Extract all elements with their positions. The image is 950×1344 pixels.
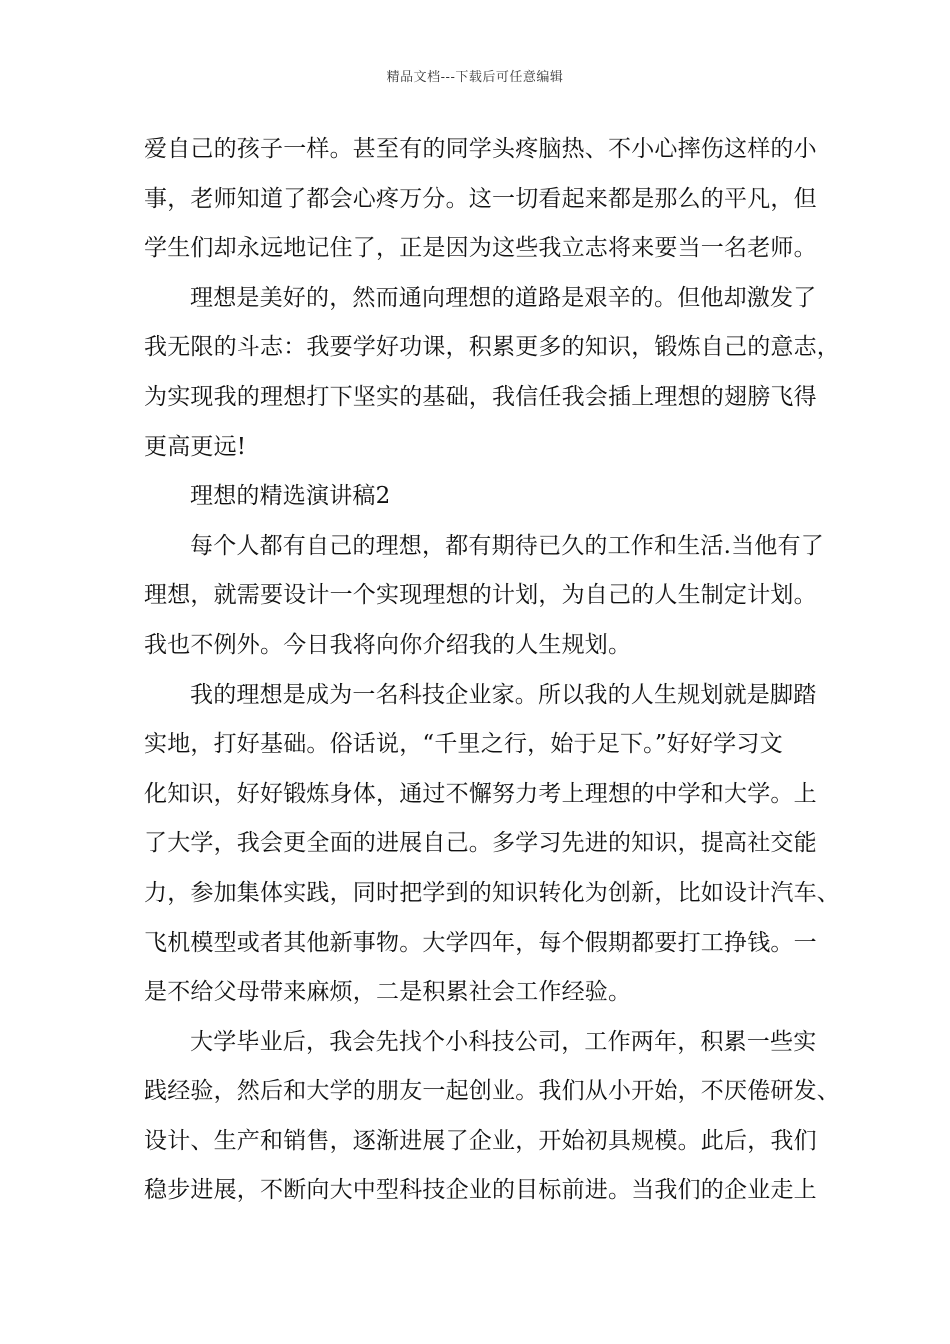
page-header: 精品文档---下载后可任意编辑 — [386, 70, 564, 85]
text-line: 力，参加集体实践，同时把学到的知识转化为创新，比如设计汽车、 — [144, 879, 840, 906]
text-line: 更高更远! — [144, 433, 247, 460]
text-line: 化知识，好好锻炼身体，通过不懈努力考上理想的中学和大学。上 — [144, 780, 817, 807]
text-line: 了大学，我会更全面的进展自己。多学习先进的知识，提高社交能 — [144, 830, 817, 857]
paragraph-start-line: 理想是美好的，然而通向理想的道路是艰辛的。但他却激发了 — [190, 284, 817, 311]
text-line: 学生们却永远地记住了，正是因为这些我立志将来要当一名老师。 — [144, 235, 817, 262]
text-line: 爱自己的孩子一样。甚至有的同学头疼脑热、不小心摔伤这样的小 — [144, 136, 817, 162]
paragraph-start-line: 大学毕业后，我会先找个小科技公司，工作两年，积累一些实 — [190, 1028, 817, 1055]
document-body — [144, 125, 840, 1216]
text-line: 理想，就需要设计一个实现理想的计划，为自己的人生制定计划。 — [144, 582, 817, 609]
text-line: 我无限的斗志：我要学好功课，积累更多的知识，锻炼自己的意志， — [144, 334, 840, 361]
text-line: 事，老师知道了都会心疼万分。这一切看起来都是那么的平凡，但 — [144, 185, 817, 212]
text-line: 设计、生产和销售，逐渐进展了企业，开始初具规模。此后，我们 — [144, 1127, 817, 1154]
text-line: 为实现我的理想打下坚实的基础，我信任我会插上理想的翅膀飞得 — [144, 383, 817, 410]
section-heading: 理想的精选演讲稿2 — [190, 483, 391, 510]
text-line: 实地，打好基础。俗话说，“千里之行，始于足下。”好好学习文 — [144, 731, 783, 758]
paragraph-start-line: 每个人都有自己的理想，都有期待已久的工作和生活.当他有了 — [190, 532, 824, 559]
text-line: 我也不例外。今日我将向你介绍我的人生规划。 — [144, 631, 632, 658]
paragraph-start-line: 我的理想是成为一名科技企业家。所以我的人生规划就是脚踏 — [190, 681, 817, 708]
text-line: 是不给父母带来麻烦，二是积累社会工作经验。 — [144, 979, 632, 1006]
text-line: 践经验，然后和大学的朋友一起创业。我们从小开始，不厌倦研发、 — [144, 1078, 840, 1105]
text-line: 稳步进展，不断向大中型科技企业的目标前进。当我们的企业走上 — [144, 1177, 817, 1204]
text-line: 飞机模型或者其他新事物。大学四年，每个假期都要打工挣钱。一 — [144, 929, 817, 956]
